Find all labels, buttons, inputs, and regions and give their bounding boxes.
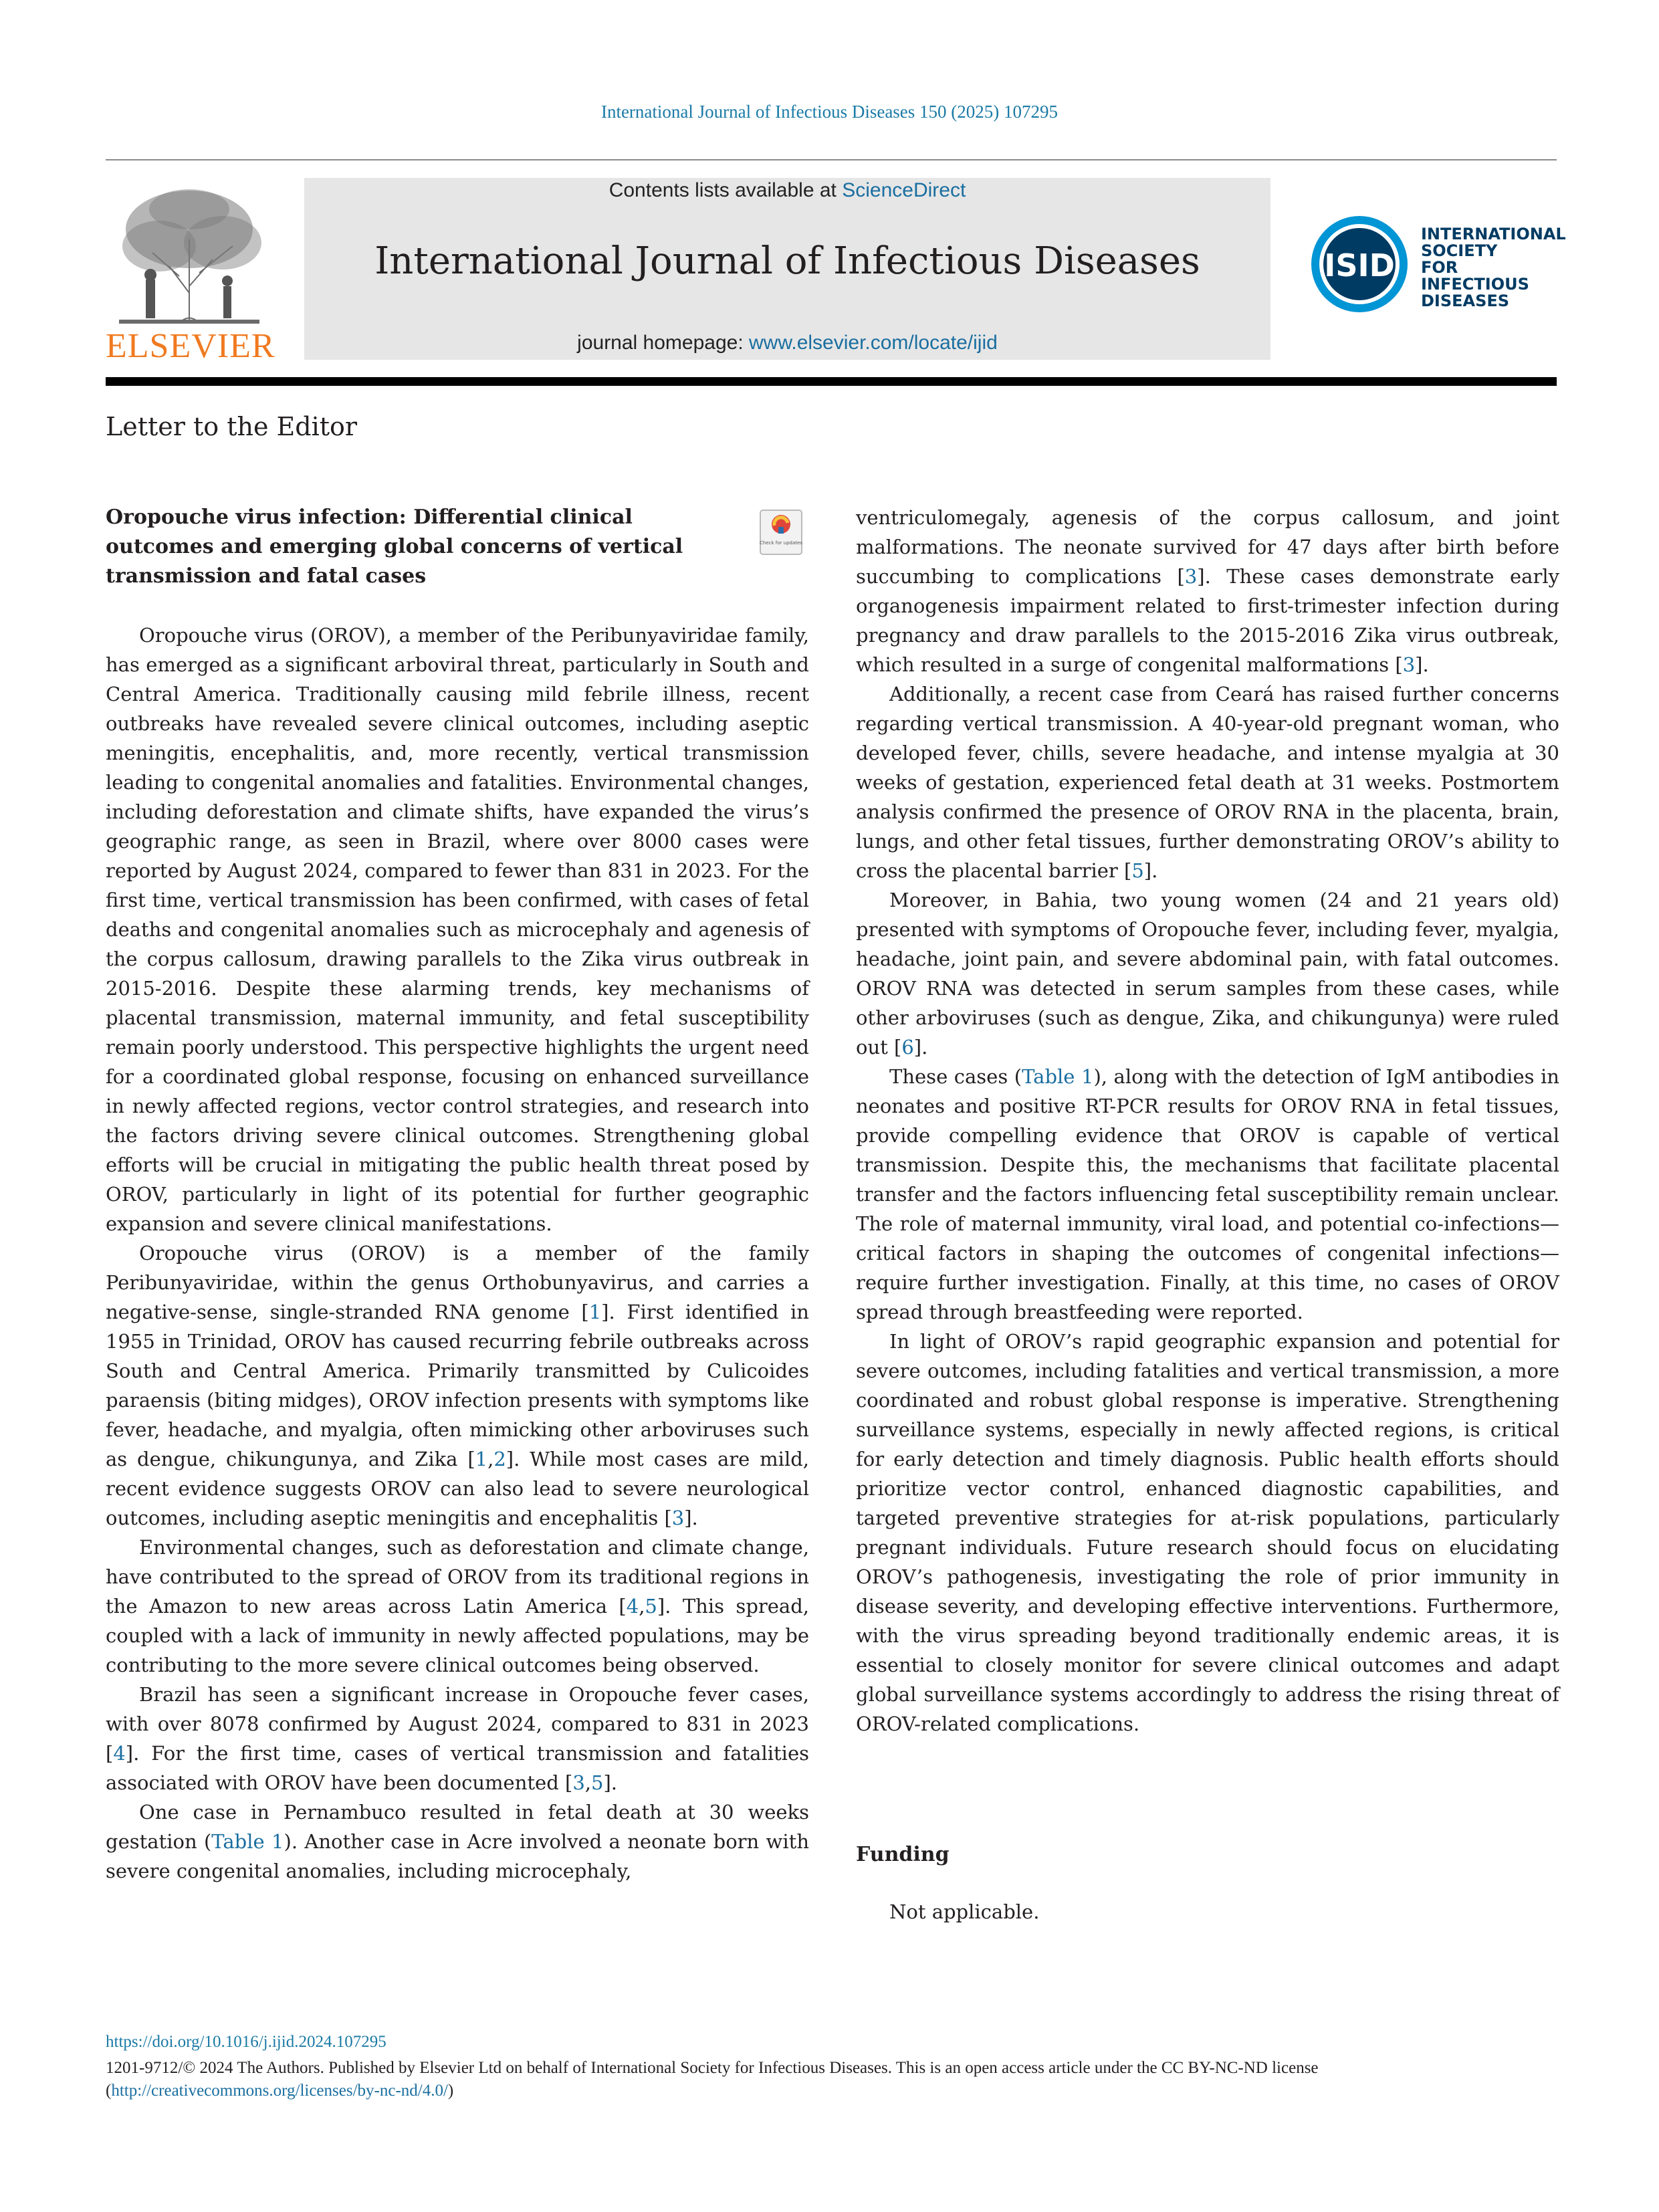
body-paragraph-1: Oropouche virus (OROV) is a member of the family Peribunyaviridae, within the genus Orthobunyavirus, and carries a negative-sense, single-stranded RNA genome [1]. First identified in 1955 in Trinidad, OROV has caused recurring febrile outbreaks across South and Central America. Primarily transmitted by Culicoides paraensis (biting midges), OROV infection presents with symptoms like fever, headache, and myalgia, often mimicking other arboviruses such as dengue, chikungunya, and Zika [1,2]. While most cases are mild, recent evidence suggests OROV can also lead to severe neurological outcomes, including aseptic meningitis and encephalitis [3]. (106, 1242, 809, 1529)
elsevier-wordmark: ELSEVIER (106, 327, 275, 365)
homepage-line (304, 332, 1270, 354)
citation-link[interactable]: 4 (113, 1742, 126, 1765)
article-type: Letter to the Editor (106, 412, 358, 441)
article-title: Oropouche virus infection: Differential clinical outcomes and emerging global concerns of vertical transmission and fatal cases (106, 506, 683, 588)
text: Brazil has seen a significant increase in Oropouche fever cases, with over 8078 confirmed by August 2024, compared to 831 in 2023 [ (106, 1683, 809, 1765)
text: ]. (603, 1771, 617, 1794)
body-paragraph-5 (856, 503, 1559, 679)
body-paragraph-8 (856, 1062, 1559, 1327)
table-link[interactable]: Table 1 (211, 1830, 284, 1853)
text: Additionally, a recent case from Ceará has raised further concerns regarding vertical transmission. A 40-year-old pregnant woman, who developed fever, chills, severe headache, and intense myalgia at 30 weeks of gestation, experienced fetal death at 31 weeks. Postmortem analysis confirmed the presence of OROV RNA in the placenta, brain, lungs, and other fetal tissues, further demonstrating OROV’s ability to cross the placental barrier [ (856, 683, 1559, 882)
check-badge-text: Check for updates (760, 540, 802, 546)
isid-line-1: INTERNATIONAL (1421, 225, 1566, 243)
citation-link[interactable]: 3 (572, 1771, 585, 1794)
citation-link[interactable]: 5 (590, 1771, 604, 1794)
text: ]. (1143, 859, 1158, 882)
body-paragraph-3: Brazil has seen a significant increase in Oropouche fever cases, with over 8078 confirmed by August 2024, compared to 831 in 2023 [4]. For the first time, cases of vertical transmission and fatalities associated with OROV have been documented [3,5]. (106, 1683, 809, 1794)
text: ]. While most cases are mild, recent evidence suggests OROV can also lead to severe neurological outcomes, including aseptic meningitis and encephalitis [ (106, 1448, 809, 1529)
citation-link[interactable]: 3 (671, 1507, 685, 1529)
citation-link[interactable]: 5 (1131, 859, 1144, 882)
text: ). Another case in Acre involved a neonate born with severe congenital anomalies, including microcephaly, (106, 1830, 809, 1882)
isid-mark: ISID (1324, 247, 1395, 284)
text: Environmental changes, such as deforestation and climate change, have contributed to the spread of OROV from its traditional regions in the Amazon to new areas across Latin America [ (106, 1536, 809, 1618)
body-paragraph-6 (856, 679, 1559, 885)
body-paragraph-2: Environmental changes, such as deforestation and climate change, have contributed to the spread of OROV from its traditional regions in the Amazon to new areas across Latin America [4,5]. This spread, coupled with a lack of immunity in newly affected populations, may be contributing to the more severe clinical outcomes being observed. (106, 1536, 809, 1676)
text: ventriculomegaly, agenesis of the corpus callosum, and joint malformations. The neonate survived for 47 days after birth before succumbing to complications [ (856, 506, 1559, 588)
text: ]. (1415, 653, 1429, 676)
text: Oropouche virus (OROV) is a member of the family Peribunyaviridae, within the genus Orthobunyavirus, and carries a negative-sense, single-stranded RNA genome [ (106, 1242, 809, 1323)
table-link[interactable]: Table 1 (1022, 1065, 1094, 1088)
citation-link[interactable]: 2 (493, 1448, 506, 1470)
license-close: ) (447, 2082, 454, 2100)
license-text: 1201-9712/© 2024 The Authors. Published by Elsevier Ltd on behalf of International Society for Infectious Diseases. This is an open access article under the CC BY-NC-ND license ( (106, 2059, 1319, 2100)
license-notice (106, 2057, 1563, 2102)
text: One case in Pernambuco resulted in fetal death at 30 weeks gestation ( (106, 1801, 809, 1853)
citation-link[interactable]: 6 (901, 1036, 914, 1059)
right-column (856, 503, 1559, 1739)
sciencedirect-link[interactable]: ScienceDirect (842, 179, 966, 201)
text: ]. These cases demonstrate early organogenesis impairment related to first-trimester infection during pregnancy and draw parallels to the 2015-2016 Zika virus outbreak, which resulted in a surge of congenital malformations [ (856, 565, 1559, 676)
text: ), along with the detection of IgM antibodies in neonates and positive RT-PCR results for OROV RNA in fetal tissues, provide compelling evidence that OROV is capable of vertical transmission. Despite this, the mechanisms that facilitate placental transfer and the factors influencing fetal susceptibility remain unclear. The role of maternal immunity, viral load, and potential co-infections—critical factors in shaping the outcomes of congenital infections—require further investigation. Finally, at this time, no cases of OROV spread through breastfeeding were reported. (856, 1065, 1559, 1323)
text: ]. (684, 1507, 698, 1529)
isid-line-4: DISEASES (1421, 292, 1510, 310)
text: Moreover, in Bahia, two young women (24 and 21 years old) presented with symptoms of Oropouche fever, including fever, myalgia, headache, joint pain, and severe abdominal pain, with fatal outcomes. OROV RNA was detected in serum samples from these cases, while other arboviruses (such as dengue, Zika, and chikungunya) were ruled out [ (856, 889, 1559, 1059)
citation-link[interactable]: 1 (475, 1448, 488, 1470)
left-column (106, 621, 809, 1886)
body-paragraph-9: In light of OROV’s rapid geographic expansion and potential for severe outcomes, including fatalities and vertical transmission, a more coordinated and robust global response is imperative. Strengthening surveillance systems, especially in newly affected regions, is critical for early detection and timely diagnosis. Public health efforts should prioritize vector control, enhanced diagnostic capabilities, and targeted preventive strategies for at-risk populations, particularly pregnant individuals. Future research should focus on elucidating OROV’s pathogenesis, investigating the role of prior immunity in disease severity, and developing effective interventions. Furthermore, with the virus spreading beyond traditionally endemic areas, it is essential to closely monitor for severe clinical outcomes and adapt global surveillance systems accordingly to address the rising threat of OROV-related complications. (856, 1330, 1559, 1735)
text: ]. This spread, coupled with a lack of immunity in newly affected populations, may be contributing to the more severe clinical outcomes being observed. (106, 1595, 809, 1676)
text: ]. First identified in 1955 in Trinidad, OROV has caused recurring febrile outbreaks across South and Central America. Primarily transmitted by Culicoides paraensis (biting midges), OROV infection presents with symptoms like fever, headache, and myalgia, often mimicking other arboviruses such as dengue, chikungunya, and Zika [ (106, 1301, 809, 1470)
abstract-paragraph: Oropouche virus (OROV), a member of the Peribunyaviridae family, has emerged as a significant arboviral threat, particularly in South and Central America. Traditionally causing mild febrile illness, recent outbreaks have revealed severe clinical outcomes, including aseptic meningitis, encephalitis, and, more recently, vertical transmission leading to congenital anomalies and fatalities. Environmental changes, including deforestation and climate shifts, have expanded the virus’s geographic range, as seen in Brazil, where over 8000 cases were reported by August 2024, compared to fewer than 831 in 2023. For the first time, vertical transmission has been confirmed, with cases of fetal deaths and congenital anomalies such as microcephaly and agenesis of the corpus callosum, drawing parallels to the Zika virus outbreak in 2015-2016. Despite these alarming trends, key mechanisms of placental transmission, maternal immunity, and fetal susceptibility remain poorly understood. This perspective highlights the urgent need for a coordinated global response, focusing on enhanced surveillance in newly affected regions, vector control strategies, and research into the factors driving severe clinical outcomes. Strengthening global efforts will be crucial in mitigating the public health threat posed by OROV, particularly in light of its potential for further geographic expansion and severe clinical manifestations. (106, 624, 809, 1235)
text: ]. For the first time, cases of vertical transmission and fatalities associated with OROV have been documented [ (106, 1742, 809, 1794)
body-paragraph-4 (106, 1797, 809, 1886)
header-divider (106, 159, 1557, 160)
funding-heading: Funding (856, 1843, 950, 1866)
doi-link[interactable]: https://doi.org/10.1016/j.ijid.2024.107295 (106, 2033, 386, 2051)
body-paragraph-7 (856, 885, 1559, 1062)
homepage-prefix: journal homepage: (577, 332, 750, 354)
isid-line-2: SOCIETY (1421, 241, 1498, 260)
journal-homepage-link[interactable]: www.elsevier.com/locate/ijid (749, 332, 998, 354)
running-head[interactable]: International Journal of Infectious Diseases 150 (2025) 107295 (600, 102, 1059, 122)
journal-title: International Journal of Infectious Diseases (374, 239, 1200, 283)
citation-link[interactable]: 3 (1402, 653, 1416, 676)
text: These cases ( (889, 1065, 1022, 1088)
citation-link[interactable]: 4 (626, 1595, 639, 1618)
check-for-updates-icon[interactable] (760, 510, 802, 555)
isid-line-3: FOR INFECTIOUS (1421, 258, 1529, 294)
citation-link[interactable]: 5 (645, 1595, 657, 1618)
isid-society-name (1421, 226, 1568, 310)
license-link[interactable]: http://creativecommons.org/licenses/by-nc-nd/4.0/ (111, 2082, 448, 2100)
funding-text: Not applicable. (889, 1900, 1040, 1923)
header-thick-rule (106, 377, 1557, 386)
citation-link[interactable]: 1 (588, 1301, 602, 1323)
citation-link[interactable]: 3 (1184, 565, 1198, 588)
contents-line (304, 179, 1270, 202)
text: ]. (913, 1036, 928, 1059)
contents-prefix: Contents lists available at (609, 179, 843, 201)
